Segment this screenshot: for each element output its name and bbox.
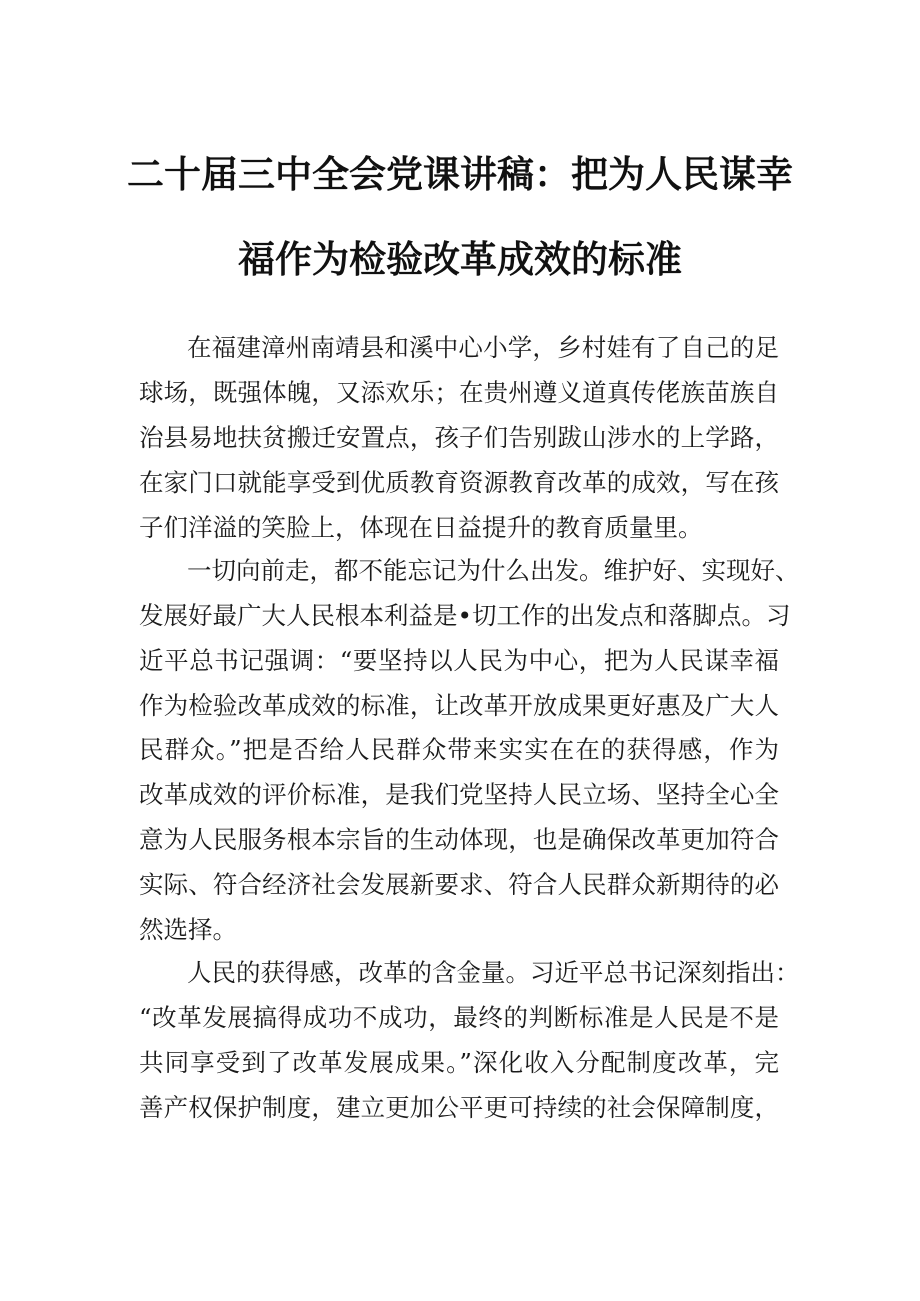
paragraph-2-line-6: 改革成效的评价标准，是我们党坚持人民立场、坚持全心全 [139, 780, 779, 809]
paragraph-3-line-1: 人民的获得感，改革的含金量。习近平总书记深刻指出： [187, 958, 800, 987]
paragraph-2-line-2: 发展好最广大人民根本利益是•切工作的出发点和落脚点。习 [139, 601, 791, 630]
paragraph-1-line-4: 在家门口就能享受到优质教育资源教育改革的成效，写在孩 [139, 468, 779, 497]
paragraph-3-line-2: “改革发展搞得成功不成功，最终的判断标准是人民是不是 [139, 1003, 779, 1032]
paragraph-2-line-8: 实际、符合经济社会发展新要求、符合人民群众新期待的必 [139, 870, 779, 899]
paragraph-2-line-9: 然选择。 [139, 915, 237, 944]
paragraph-1-line-1: 在福建漳州南靖县和溪中心小学，乡村娃有了自己的足 [187, 333, 779, 362]
paragraph-2-line-7: 意为人民服务根本宗旨的生动体现，也是确保改革更加符合 [139, 825, 779, 854]
paragraph-1-line-2: 球场，既强体魄，又添欢乐；在贵州遵义道真传佬族苗族自 [139, 378, 779, 407]
paragraph-2-line-4: 作为检验改革成效的标准，让改革开放成果更好惠及广大人 [139, 691, 779, 720]
paragraph-3-line-4: 善产权保护制度，建立更加公平更可持续的社会保障制度， [139, 1093, 779, 1122]
paragraph-2-line-3: 近平总书记强调：“要坚持以人民为中心，把为人民谋幸福 [139, 646, 779, 675]
paragraph-3-line-3: 共同享受到了改革发展成果。”深化收入分配制度改革，完 [139, 1048, 779, 1077]
paragraph-2-line-1: 一切向前走，都不能忘记为什么出发。维护好、实现好、 [187, 556, 800, 585]
document-title-line-1: 二十届三中全会党课讲稿：把为人民谋幸 [127, 153, 793, 196]
document-title-line-2: 福作为检验改革成效的标准 [238, 238, 682, 281]
paragraph-1-line-3: 治县易地扶贫搬迁安置点，孩子们告别跋山涉水的上学路， [139, 423, 779, 452]
paragraph-2-line-5: 民群众。”把是否给人民群众带来实实在在的获得感，作为 [139, 735, 779, 764]
paragraph-1-line-5: 子们洋溢的笑脸上，体现在日益提升的教育质量里。 [139, 513, 703, 542]
